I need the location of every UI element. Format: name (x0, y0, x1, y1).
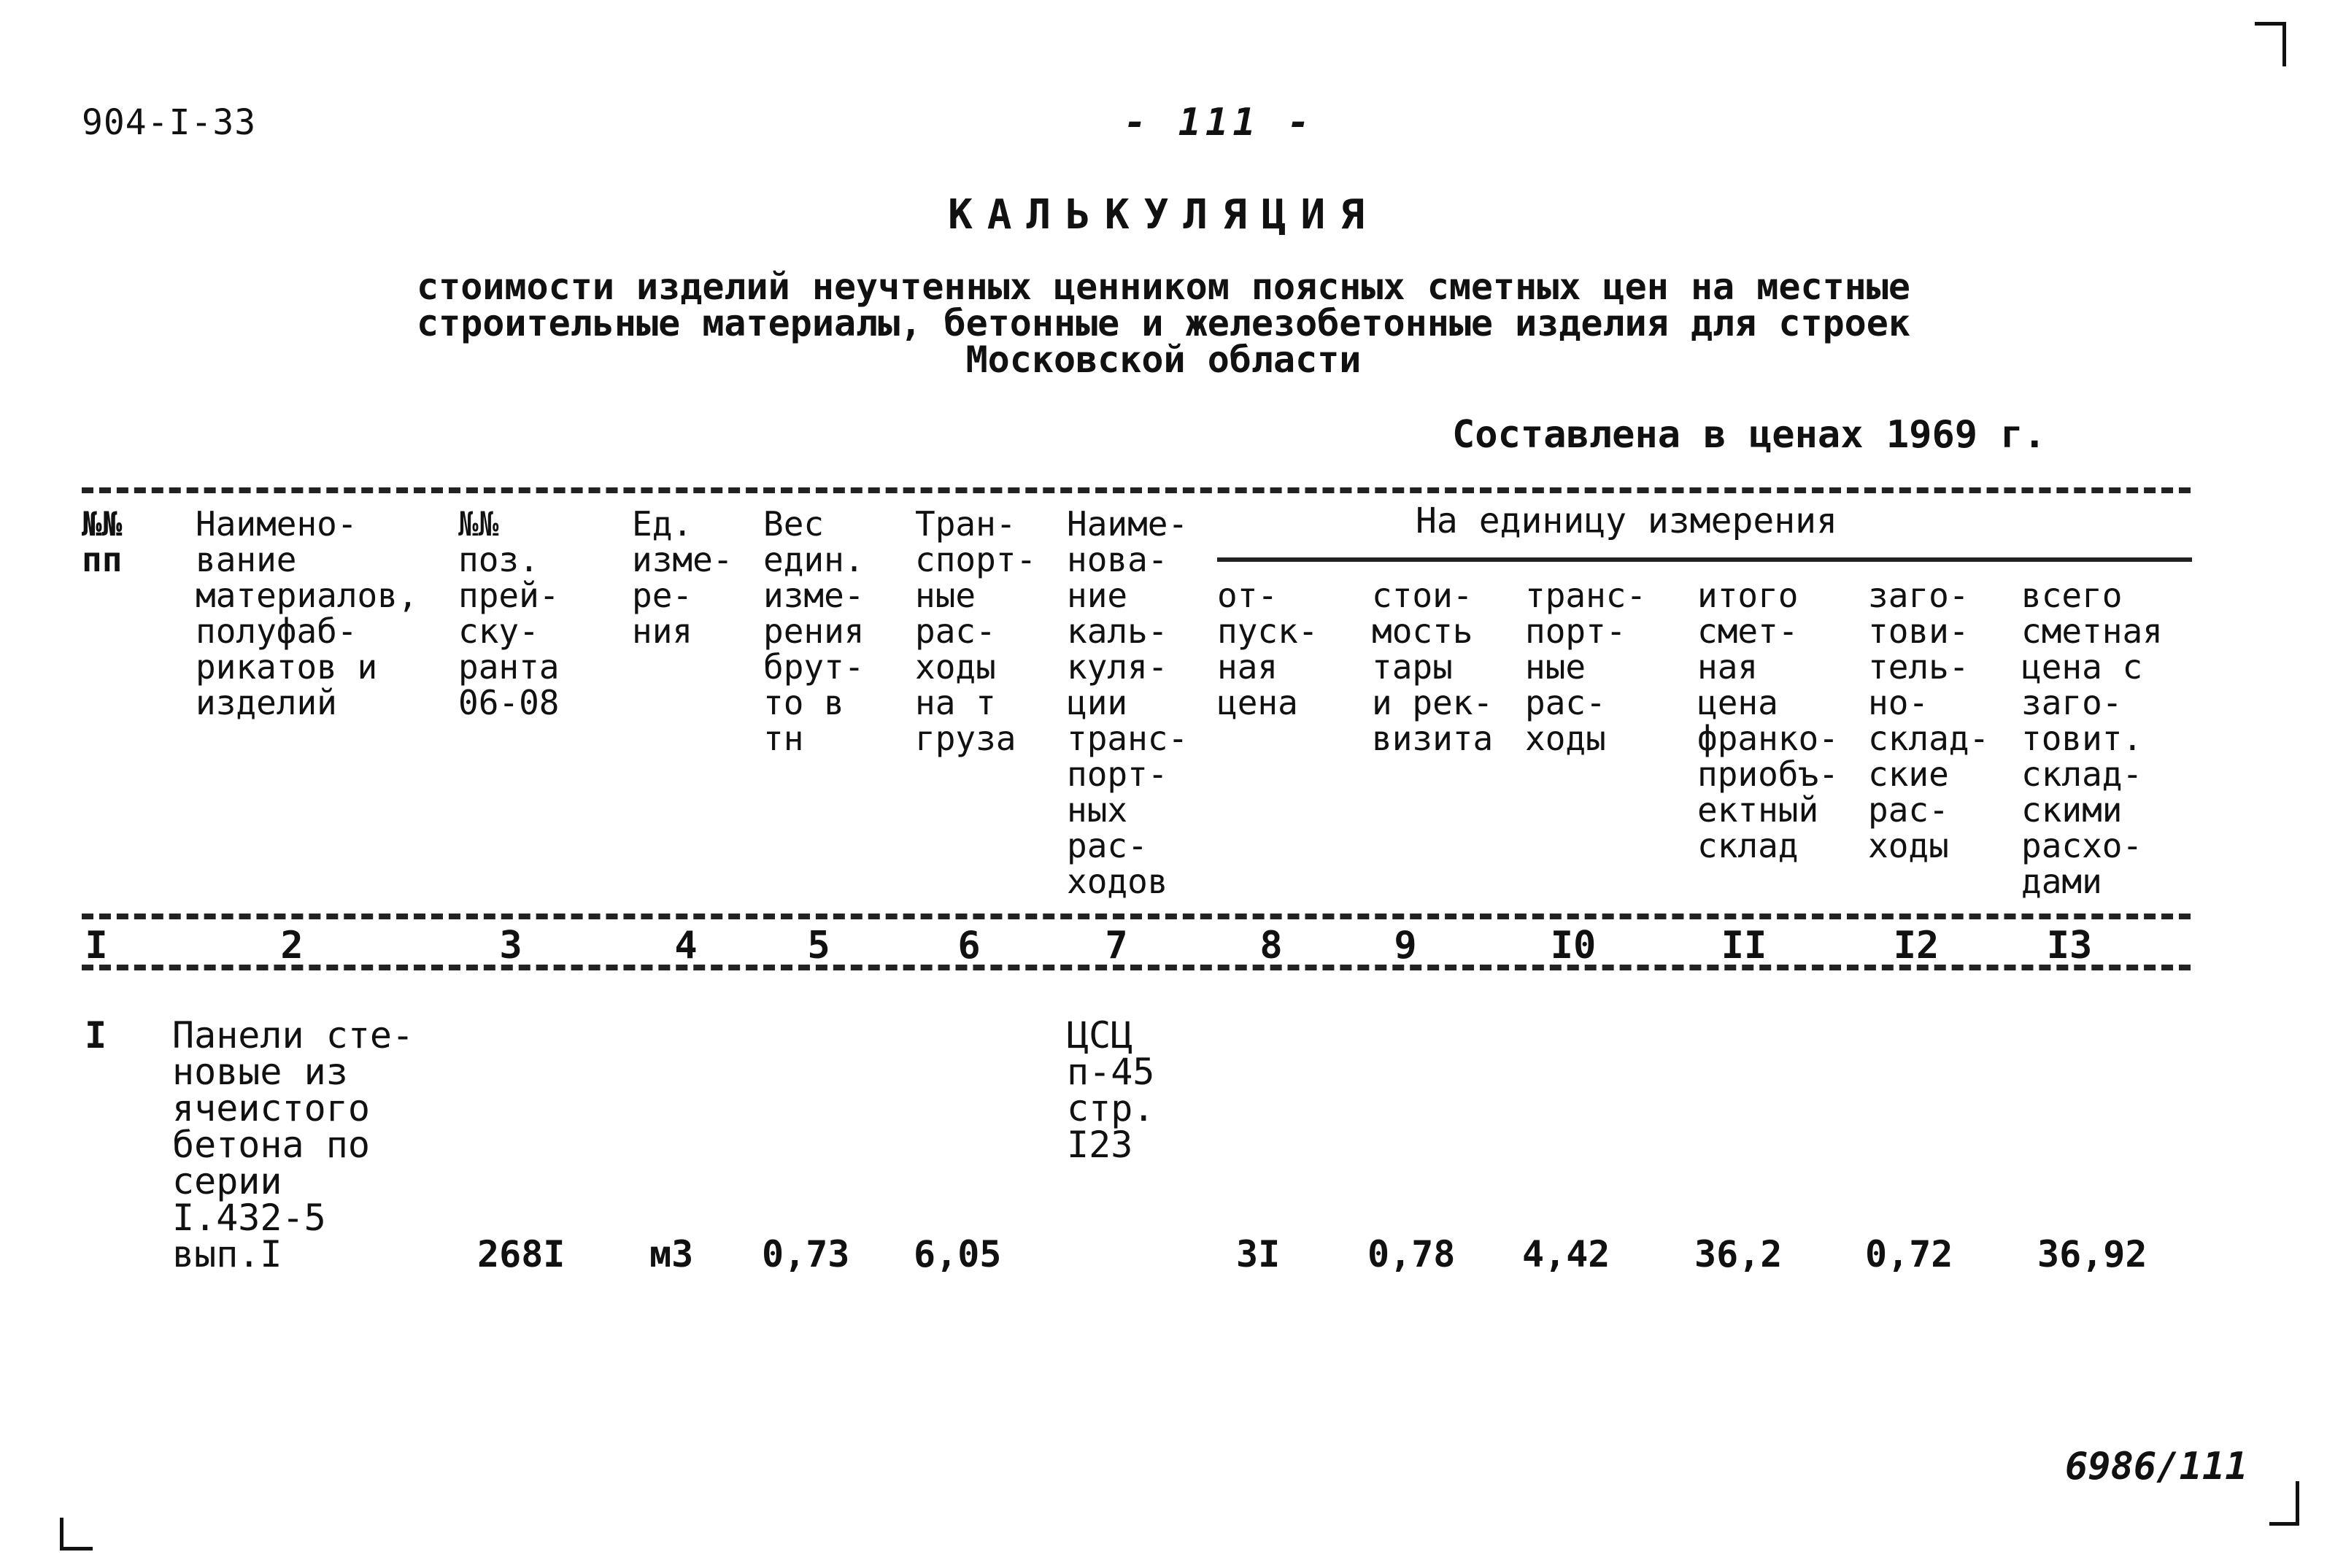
row-number: I (85, 1014, 107, 1057)
column-number: 8 (1259, 924, 1283, 968)
column-number: 4 (674, 924, 698, 968)
column-number: 3 (499, 924, 522, 968)
column-number: I2 (1893, 924, 1940, 968)
row-packaging-cost: 0,78 (1367, 1233, 1456, 1275)
row-storage-costs: 0,72 (1865, 1233, 1953, 1275)
column-number: I3 (2046, 924, 2093, 968)
column-header: Вес един. изме- рения брут- то в тн (763, 504, 865, 758)
column-number: I (85, 924, 108, 968)
group-header-rule (1217, 557, 2192, 562)
row-release-price: 3I (1236, 1233, 1281, 1275)
row-weight: 0,73 (762, 1233, 850, 1275)
row-unit: м3 (649, 1233, 694, 1275)
column-header: от- пуск- ная цена (1217, 576, 1319, 722)
table-top-rule (82, 487, 2191, 493)
compiled-in-prices: Составлена в ценах 1969 г. (1452, 413, 2046, 457)
subtitle (0, 266, 2327, 381)
document-code: 904-I-33 (82, 102, 257, 143)
row-position: 268I (477, 1233, 566, 1275)
subtitle-line: стоимости изделий неучтенных ценником поясных сметных цен на местные (417, 266, 1910, 308)
scan-corner-mark (60, 1518, 93, 1550)
column-header: заго- тови- тель- но- склад- ские рас- ходы (1868, 576, 1990, 865)
subtitle-line: Московской области (965, 339, 1362, 381)
header-bottom-rule (82, 914, 2191, 919)
subtitle-line: строительные материалы, бетонные и железобетонные изделия для строек (417, 302, 1910, 344)
row-grand-total: 36,92 (2037, 1233, 2147, 1275)
group-header: На единицу измерения (1416, 501, 1837, 541)
column-number: I0 (1550, 924, 1597, 968)
column-number: II (1721, 924, 1767, 968)
column-header: №№ поз. прей- ску- ранта 06-08 (458, 504, 560, 722)
column-header: Наимено- вание материалов, полуфаб- рикатов и изделий (196, 504, 418, 722)
column-number: 7 (1105, 924, 1128, 968)
column-header: Наиме- нова- ние каль- куля- ции транс- порт- ных рас- ходов (1067, 504, 1189, 901)
row-material-name: Панели сте- новые из ячеистого бетона по серии I.432-5 вып.I (172, 1014, 414, 1275)
column-header: всего сметная цена с заго- товит. склад- скими расхо- дами (2021, 576, 2163, 901)
column-header: транс- порт- ные рас- ходы (1525, 576, 1647, 758)
column-number: 9 (1394, 924, 1417, 968)
column-number: 5 (807, 924, 830, 968)
page-number: - 111 - (1124, 101, 1315, 144)
row-transport-cost: 4,42 (1522, 1233, 1610, 1275)
column-number: 2 (280, 924, 304, 968)
column-header: №№ пп (82, 504, 123, 579)
column-number: 6 (957, 924, 981, 968)
row-total-estimate: 36,2 (1694, 1233, 1783, 1275)
scan-corner-mark (2269, 1481, 2299, 1526)
row-calc-name: ЦСЦ п-45 стр. I23 (1067, 1014, 1155, 1166)
page-title: КАЛЬКУЛЯЦИЯ (948, 191, 1379, 239)
row-transport-per-t: 6,05 (914, 1233, 1002, 1275)
scan-corner-mark (2255, 22, 2286, 66)
column-header: Ед. изме- ре- ния (632, 504, 733, 651)
column-header: стои- мость тары и рек- визита (1372, 576, 1494, 758)
handwritten-stamp: 6986/111 (2065, 1445, 2248, 1488)
column-header: Тран- спорт- ные рас- ходы на т груза (915, 504, 1037, 758)
column-header: итого смет- ная цена франко- приобъ- ектный склад (1697, 576, 1839, 865)
